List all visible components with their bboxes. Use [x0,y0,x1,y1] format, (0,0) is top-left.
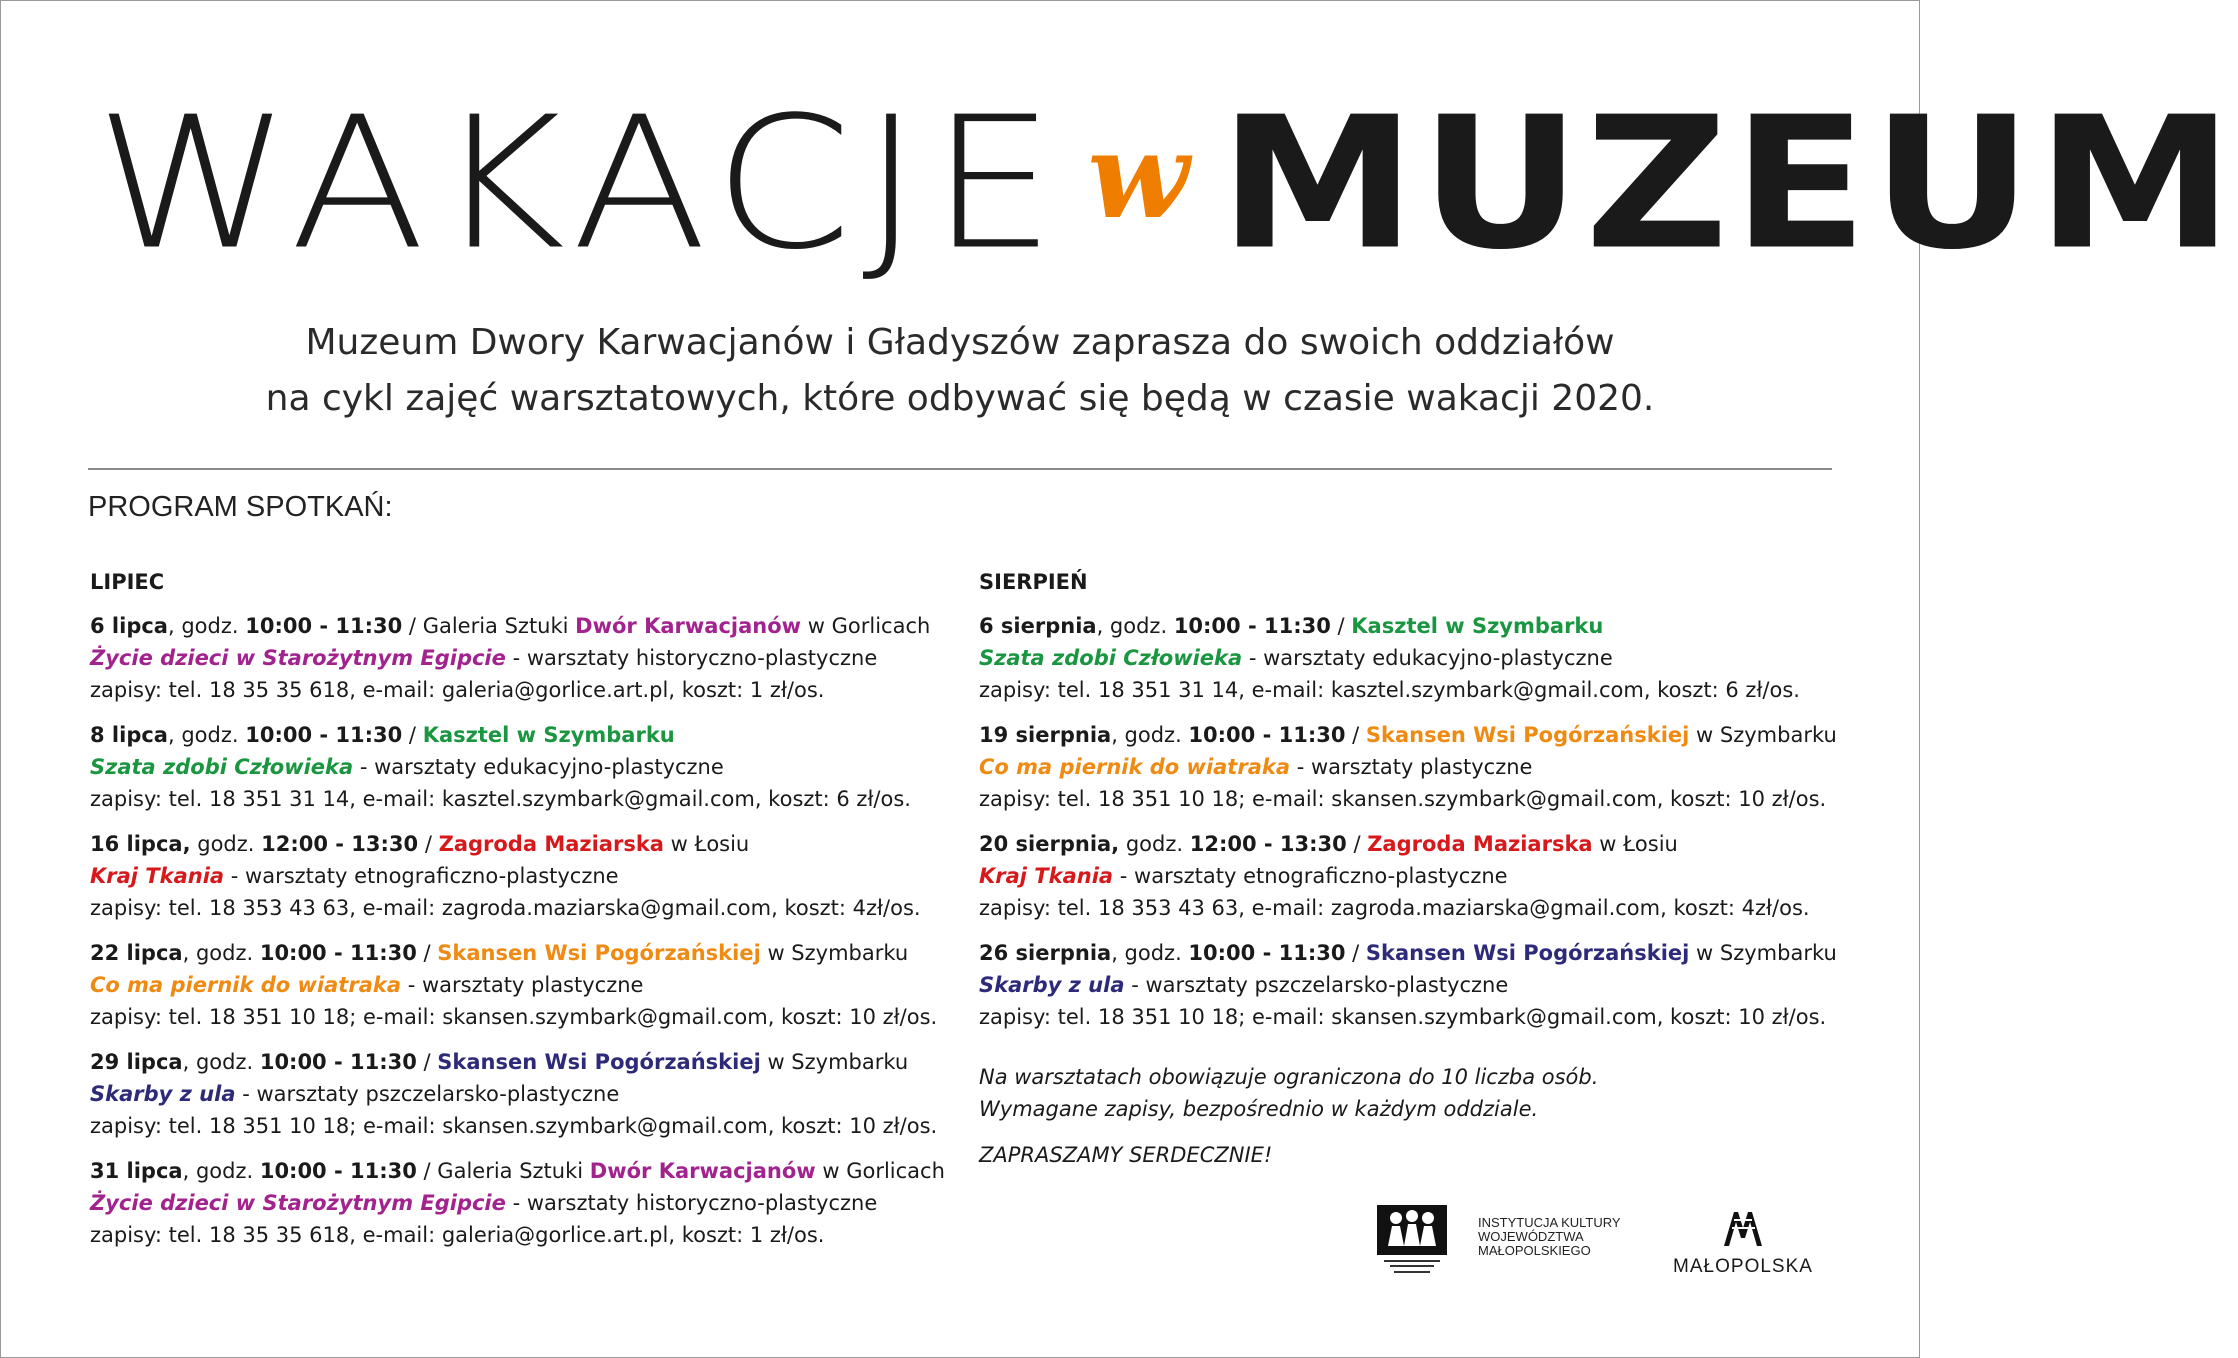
entry-line-workshop [90,1078,970,1110]
entry-list [90,610,970,1251]
entry-separator: / [1345,723,1366,747]
entry-venue: Skansen Wsi Pogórzańskiej [1365,941,1690,965]
schedule-entry [90,719,970,815]
entry-workshop-type: - warsztaty edukacyjno-plastyczne [1242,646,1613,670]
note-invitation: ZAPRASZAMY SERDECZNIE! [979,1143,1273,1167]
schedule-entry [90,1046,970,1142]
entry-workshop-type: - warsztaty etnograficzno-plastyczne [224,864,619,888]
museum-logo-icon [1376,1204,1448,1278]
schedule-entry [90,937,970,1033]
entry-location: w Szymbarku [1689,941,1837,965]
entry-line-when-where [979,719,1859,751]
entry-hour-prefix: , godz. [182,941,260,965]
schedule-entry [90,1155,970,1251]
entry-line-workshop [90,642,970,674]
schedule-entry [90,610,970,706]
entry-contact: zapisy: tel. 18 353 43 63, e-mail: zagroda.maziarska@gmail.com, koszt: 4zł/os. [90,896,921,920]
entry-workshop-title: Skarby z ula [90,1082,236,1106]
malopolska-name: MAŁOPOLSKA [1673,1256,1813,1277]
entry-workshop-type: - warsztaty plastyczne [401,973,644,997]
entry-venue: Skansen Wsi Pogórzańskiej [1365,723,1690,747]
entry-line-when-where [90,719,970,751]
entry-contact: zapisy: tel. 18 351 31 14, e-mail: kasztel.szymbark@gmail.com, koszt: 6 zł/os. [90,787,911,811]
entry-contact: zapisy: tel. 18 351 10 18; e-mail: skansen.szymbark@gmail.com, koszt: 10 zł/os. [979,1005,1827,1029]
entry-location: w Szymbarku [760,1050,909,1074]
entry-workshop-title: Życie dzieci w Starożytnym Egipcie [90,646,506,670]
title-w: w [1087,106,1190,245]
entry-hour-prefix: , godz. [182,1050,260,1074]
entry-line-workshop [90,1187,970,1219]
month-heading: SIERPIEŃ [979,570,1088,594]
entry-line-when-where [90,828,970,860]
entry-venue: Zagroda Maziarska [438,832,664,856]
entry-date: 31 lipca [90,1159,183,1183]
entry-hour-prefix: , godz. [1111,723,1189,747]
entry-location: w Szymbarku [1689,723,1837,747]
note-line-1: Na warsztatach obowiązuje ograniczona do 10 liczba osób. [979,1065,1599,1089]
title-wakacje: WAKACJE [95,77,1066,290]
entry-time: 10:00 - 11:30 [245,614,403,638]
entry-line-when-where [90,1155,970,1187]
entry-hour-prefix: , godz. [182,1159,260,1183]
entry-hour-prefix: , godz. [167,723,246,747]
entry-venue: Dwór Karwacjanów [589,1159,816,1183]
entry-line-workshop [90,860,970,892]
entry-location: w Szymbarku [760,941,909,965]
entry-venue-prefix: Galeria Sztuki [422,614,576,638]
entry-location: w Gorlicach [801,614,931,638]
entry-contact: zapisy: tel. 18 35 35 618, e-mail: galeria@gorlice.art.pl, koszt: 1 zł/os. [90,678,825,702]
entry-line-workshop [979,860,1859,892]
institution-line-1: INSTYTUCJA KULTURY [1478,1215,1621,1230]
entry-contact: zapisy: tel. 18 351 10 18; e-mail: skansen.szymbark@gmail.com, koszt: 10 zł/os. [90,1005,938,1029]
entry-contact: zapisy: tel. 18 353 43 63, e-mail: zagroda.maziarska@gmail.com, koszt: 4zł/os. [979,896,1810,920]
schedule-entry [979,719,1859,815]
entry-date: 6 lipca [90,614,168,638]
entry-workshop-title: Życie dzieci w Starożytnym Egipcie [90,1191,506,1215]
entry-date: 26 sierpnia [979,941,1112,965]
malopolska-logo [1668,1208,1818,1278]
entry-separator: / [1345,941,1366,965]
entry-time: 10:00 - 11:30 [1188,723,1346,747]
entry-workshop-title: Kraj Tkania [979,864,1114,888]
entry-venue: Skansen Wsi Pogórzańskiej [437,941,761,965]
entry-separator: / [402,723,423,747]
entry-location: w Łosiu [1592,832,1678,856]
entry-date: 16 lipca, [90,832,191,856]
entry-workshop-type: - warsztaty pszczelarsko-plastyczne [235,1082,620,1106]
entry-separator: / [1346,832,1368,856]
entry-workshop-type: - warsztaty edukacyjno-plastyczne [353,755,724,779]
entry-workshop-title: Co ma piernik do wiatraka [979,755,1291,779]
title-muzeum: MUZEUM [1219,77,2238,290]
entry-workshop-title: Szata zdobi Człowieka [90,755,354,779]
entry-separator: / [416,1050,438,1074]
entry-date: 20 sierpnia, [979,832,1120,856]
entry-time: 12:00 - 13:30 [1189,832,1347,856]
intro-line-1: Muzeum Dwory Karwacjanów i Gładyszów zaprasza do swoich oddziałów [305,322,1615,363]
entry-venue: Zagroda Maziarska [1367,832,1593,856]
entry-line-workshop [979,751,1859,783]
divider [88,468,1832,470]
entry-venue: Kasztel w Szymbarku [422,723,675,747]
entry-date: 19 sierpnia [979,723,1112,747]
entry-venue: Skansen Wsi Pogórzańskiej [437,1050,761,1074]
entry-separator: / [1330,614,1352,638]
entry-separator: / [416,1159,438,1183]
schedule-entry [979,937,1859,1033]
entry-line-when-where [979,828,1859,860]
malopolska-logo-icon [1720,1208,1766,1248]
logos-bar [1374,1204,1844,1280]
program-heading: PROGRAM SPOTKAŃ: [88,491,393,523]
entry-date: 8 lipca [90,723,168,747]
entry-contact: zapisy: tel. 18 351 10 18; e-mail: skansen.szymbark@gmail.com, koszt: 10 zł/os. [90,1114,938,1138]
entry-line-when-where [90,937,970,969]
month-heading: LIPIEC [90,570,165,594]
entry-line-when-where [979,610,1859,642]
entry-location: w Gorlicach [815,1159,945,1183]
entry-hour-prefix: godz. [190,832,262,856]
entry-list [979,610,1859,1033]
entry-workshop-type: - warsztaty plastyczne [1290,755,1533,779]
entry-line-workshop [90,751,970,783]
entry-hour-prefix: , godz. [167,614,246,638]
schedule-entry [979,610,1859,706]
entry-contact: zapisy: tel. 18 35 35 618, e-mail: galeria@gorlice.art.pl, koszt: 1 zł/os. [90,1223,825,1247]
entry-contact: zapisy: tel. 18 351 10 18; e-mail: skansen.szymbark@gmail.com, koszt: 10 zł/os. [979,787,1827,811]
institution-line-3: MAŁOPOLSKIEGO [1478,1243,1591,1258]
institution-label [1478,1216,1621,1258]
intro-text [0,315,1920,427]
entry-line-workshop [979,642,1859,674]
schedule-entry [90,828,970,924]
poster-title [95,77,2238,290]
entry-date: 22 lipca [90,941,183,965]
entry-time: 10:00 - 11:30 [259,1050,417,1074]
entry-workshop-type: - warsztaty historyczno-plastyczne [505,646,878,670]
notes [979,1061,1859,1171]
entry-line-when-where [90,610,970,642]
entry-date: 6 sierpnia [979,614,1097,638]
entry-time: 10:00 - 11:30 [259,1159,417,1183]
entry-contact: zapisy: tel. 18 351 31 14, e-mail: kasztel.szymbark@gmail.com, koszt: 6 zł/os. [979,678,1800,702]
entry-hour-prefix: , godz. [1096,614,1174,638]
schedule-entry [979,828,1859,924]
entry-time: 10:00 - 11:30 [1173,614,1331,638]
institution-line-2: WOJEWÓDZTWA [1478,1229,1584,1244]
column-july [90,566,970,1264]
entry-line-when-where [90,1046,970,1078]
entry-workshop-title: Co ma piernik do wiatraka [90,973,402,997]
entry-time: 12:00 - 13:30 [261,832,419,856]
entry-venue: Dwór Karwacjanów [575,614,802,638]
entry-workshop-title: Kraj Tkania [90,864,225,888]
entry-separator: / [418,832,439,856]
entry-hour-prefix: godz. [1119,832,1190,856]
entry-separator: / [416,941,438,965]
entry-separator: / [402,614,423,638]
entry-workshop-title: Szata zdobi Człowieka [979,646,1243,670]
entry-venue-prefix: Galeria Sztuki [437,1159,590,1183]
entry-venue: Kasztel w Szymbarku [1351,614,1604,638]
entry-time: 10:00 - 11:30 [1188,941,1346,965]
entry-line-when-where [979,937,1859,969]
entry-line-workshop [90,969,970,1001]
entry-workshop-title: Skarby z ula [979,973,1125,997]
intro-line-2: na cykl zajęć warsztatowych, które odbywać się będą w czasie wakacji 2020. [265,378,1655,419]
note-line-2: Wymagane zapisy, bezpośrednio w każdym oddziale. [979,1097,1539,1121]
entry-hour-prefix: , godz. [1111,941,1189,965]
entry-line-workshop [979,969,1859,1001]
entry-workshop-type: - warsztaty historyczno-plastyczne [505,1191,878,1215]
entry-location: w Łosiu [663,832,750,856]
entry-workshop-type: - warsztaty etnograficzno-plastyczne [1113,864,1508,888]
entry-date: 29 lipca [90,1050,183,1074]
entry-time: 10:00 - 11:30 [259,941,417,965]
entry-workshop-type: - warsztaty pszczelarsko-plastyczne [1124,973,1509,997]
column-august [979,566,1859,1171]
entry-time: 10:00 - 11:30 [245,723,403,747]
